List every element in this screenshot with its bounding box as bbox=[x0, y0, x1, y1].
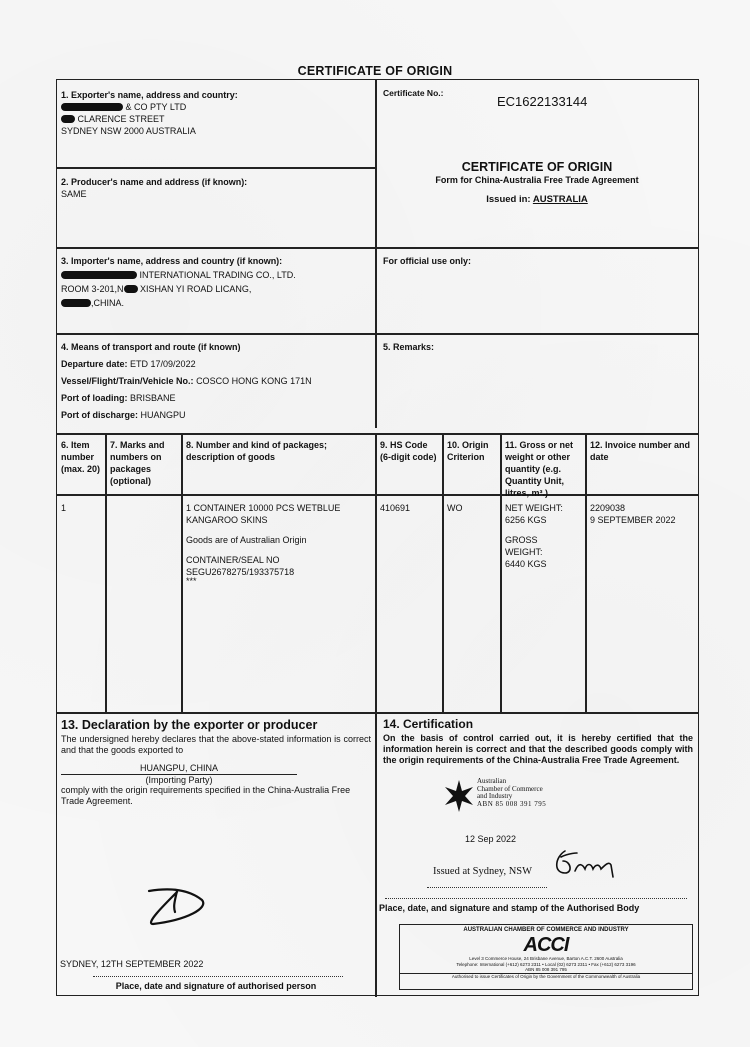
acci-star-icon bbox=[442, 779, 476, 813]
certificate-heading: CERTIFICATE OF ORIGIN bbox=[461, 160, 613, 174]
importer-label: 3. Importer's name, address and country (if known): bbox=[61, 256, 283, 266]
certification-date: 12 Sep 2022 bbox=[465, 834, 517, 844]
divider bbox=[57, 433, 698, 435]
port-of-loading: BRISBANE bbox=[130, 393, 176, 403]
certification-text: On the basis of control carried out, it is hereby certified that the information herein is correct and that the described goods comply with the origin requirements of the China-Australia Free Trade Agreement. bbox=[383, 733, 693, 765]
weight-line: GROSS bbox=[505, 535, 538, 545]
stamp-line: Australian bbox=[477, 777, 507, 785]
chamber-stamp bbox=[477, 778, 546, 808]
weight-line: NET WEIGHT: bbox=[505, 503, 563, 513]
importer-name: INTERNATIONAL TRADING CO., LTD. bbox=[139, 270, 296, 280]
issued-at: Issued at Sydney, NSW bbox=[433, 866, 533, 877]
exporter-signature bbox=[147, 886, 211, 928]
document-title: CERTIFICATE OF ORIGIN bbox=[297, 64, 453, 78]
item-number: 1 bbox=[61, 503, 67, 513]
acci-authority-box bbox=[399, 924, 693, 990]
acci-abn: ABN 85 008 391 795 bbox=[525, 967, 567, 972]
redacted-text bbox=[61, 271, 137, 279]
hs-code-value: 410691 bbox=[380, 503, 411, 513]
description-line: KANGAROO SKINS bbox=[186, 515, 268, 525]
exporter-name: & CO PTY LTD bbox=[125, 102, 187, 112]
description-line: Goods are of Australian Origin bbox=[186, 535, 307, 545]
declaration-compliance-text: comply with the origin requirements specified in the China-Australia Free Trade Agreement. bbox=[61, 785, 351, 806]
stamp-line: Chamber of Commerce bbox=[477, 784, 543, 793]
remarks-label: 5. Remarks: bbox=[383, 342, 435, 352]
signature-dotted-line bbox=[385, 898, 687, 899]
destination: HUANGPU, CHINA bbox=[61, 762, 297, 775]
redacted-text bbox=[61, 103, 123, 111]
signature-dotted-line bbox=[93, 976, 343, 977]
description-line: CONTAINER/SEAL NO bbox=[186, 555, 280, 565]
signature-dotted-line bbox=[427, 887, 547, 888]
description-line: *** bbox=[186, 576, 197, 586]
certificate-form bbox=[56, 79, 699, 996]
header-item-number: 6. Item number (max. 20) bbox=[61, 440, 101, 474]
exporter-city: SYDNEY NSW 2000 AUSTRALIA bbox=[61, 126, 196, 136]
importer-country: ,CHINA. bbox=[91, 298, 125, 308]
certification-section bbox=[379, 714, 697, 769]
header-invoice: 12. Invoice number and date bbox=[590, 440, 691, 462]
declaration-footer: Place, date and signature of authorised person bbox=[115, 981, 317, 991]
issued-in-label: Issued in: bbox=[486, 194, 531, 205]
weight-line: 6256 KGS bbox=[505, 515, 547, 525]
divider bbox=[57, 167, 375, 169]
producer-value: SAME bbox=[61, 189, 87, 199]
exporter-street: CLARENCE STREET bbox=[77, 114, 165, 124]
certificate-number: EC1622133144 bbox=[497, 94, 588, 109]
description-value bbox=[182, 499, 375, 587]
certificate-subheading: Form for China-Australia Free Trade Agreement bbox=[435, 175, 639, 185]
divider bbox=[57, 333, 698, 335]
importer-section bbox=[57, 252, 375, 312]
departure-label: Departure date: bbox=[61, 359, 128, 369]
declaration-title: 13. Declaration by the exporter or producer bbox=[61, 718, 318, 732]
header-marks: 7. Marks and numbers on packages (optional) bbox=[110, 440, 165, 486]
divider bbox=[57, 247, 698, 249]
loading-label: Port of loading: bbox=[61, 393, 128, 403]
exporter-section bbox=[57, 86, 375, 140]
issued-in-country: AUSTRALIA bbox=[532, 194, 588, 205]
stamp-abn: ABN 85 008 391 795 bbox=[477, 799, 547, 808]
weight-value bbox=[501, 499, 585, 573]
acci-address: Level 3 Commerce House, 24 Brisbane Avenue, Barton A.C.T. 2600 Australia bbox=[469, 956, 623, 961]
official-use-label: For official use only: bbox=[383, 256, 472, 266]
weight-line: WEIGHT: bbox=[505, 547, 543, 557]
transport-section bbox=[57, 338, 375, 424]
invoice-number: 2209038 bbox=[590, 503, 626, 513]
invoice-date: 9 SEPTEMBER 2022 bbox=[590, 515, 676, 525]
vessel-value: COSCO HONG KONG 171N bbox=[196, 376, 312, 386]
producer-label: 2. Producer's name and address (if known): bbox=[61, 177, 248, 187]
invoice-value bbox=[586, 499, 698, 529]
departure-date: ETD 17/09/2022 bbox=[130, 359, 196, 369]
stamp-line: and Industry bbox=[477, 792, 513, 800]
divider bbox=[375, 433, 377, 997]
acci-phone: Telephone: International (+612) 6273 2311 • Local (02) 6273 2311 • Fax (+612) 6273 3196 bbox=[456, 961, 636, 967]
redacted-text bbox=[61, 299, 91, 307]
vessel-label: Vessel/Flight/Train/Vehicle No.: bbox=[61, 376, 194, 386]
declaration-place-date: SYDNEY, 12TH SEPTEMBER 2022 bbox=[60, 959, 204, 969]
certification-title: 14. Certification bbox=[383, 717, 474, 731]
importer-address-a: ROOM 3-201,N bbox=[61, 284, 124, 294]
official-use-section bbox=[379, 252, 697, 270]
divider bbox=[442, 433, 444, 712]
marks-value bbox=[106, 499, 181, 505]
acci-name: AUSTRALIAN CHAMBER OF COMMERCE AND INDUSTRY bbox=[463, 927, 629, 933]
header-hs-code: 9. HS Code (6-digit code) bbox=[380, 440, 437, 462]
certification-footer: Place, date, and signature and stamp of the Authorised Body bbox=[379, 903, 640, 913]
acci-logo: ACCI bbox=[523, 934, 569, 956]
header-description: 8. Number and kind of packages; description of goods bbox=[186, 440, 328, 462]
divider bbox=[57, 494, 698, 496]
certificate-no-label: Certificate No.: bbox=[383, 88, 444, 98]
certificate-heading-block bbox=[377, 160, 697, 205]
exporter-label: 1. Exporter's name, address and country: bbox=[61, 90, 238, 100]
redacted-text bbox=[61, 115, 75, 123]
header-origin: 10. Origin Criterion bbox=[447, 440, 489, 462]
remarks-section bbox=[379, 338, 697, 356]
importing-party-label: (Importing Party) bbox=[145, 775, 213, 785]
redacted-text bbox=[124, 285, 138, 293]
importer-address-b: XISHAN YI ROAD LICANG, bbox=[140, 284, 252, 294]
port-of-discharge: HUANGPU bbox=[140, 410, 186, 420]
transport-label: 4. Means of transport and route (if known) bbox=[61, 342, 241, 352]
origin-value: WO bbox=[447, 503, 463, 513]
divider bbox=[585, 433, 587, 712]
producer-section bbox=[57, 173, 375, 203]
declaration-text: The undersigned hereby declares that the above-stated information is correct and that the goods exported to bbox=[61, 734, 371, 755]
divider bbox=[375, 80, 377, 428]
description-line: 1 CONTAINER 10000 PCS WETBLUE bbox=[186, 503, 341, 513]
authorised-signature bbox=[553, 847, 625, 879]
declaration-section bbox=[57, 715, 375, 810]
certificate-info bbox=[379, 84, 697, 109]
weight-line: 6440 KGS bbox=[505, 559, 547, 569]
discharge-label: Port of discharge: bbox=[61, 410, 139, 420]
header-weight: 11. Gross or net weight or other quantity (e.g. Quantity Unit, litres, m³.) bbox=[505, 440, 574, 498]
acci-authorisation: Authorised to issue Certificates of Origin by the Government of the Commonwealth of Australia bbox=[400, 973, 692, 980]
description-line: SEGU2678275/193375718 bbox=[186, 567, 295, 577]
